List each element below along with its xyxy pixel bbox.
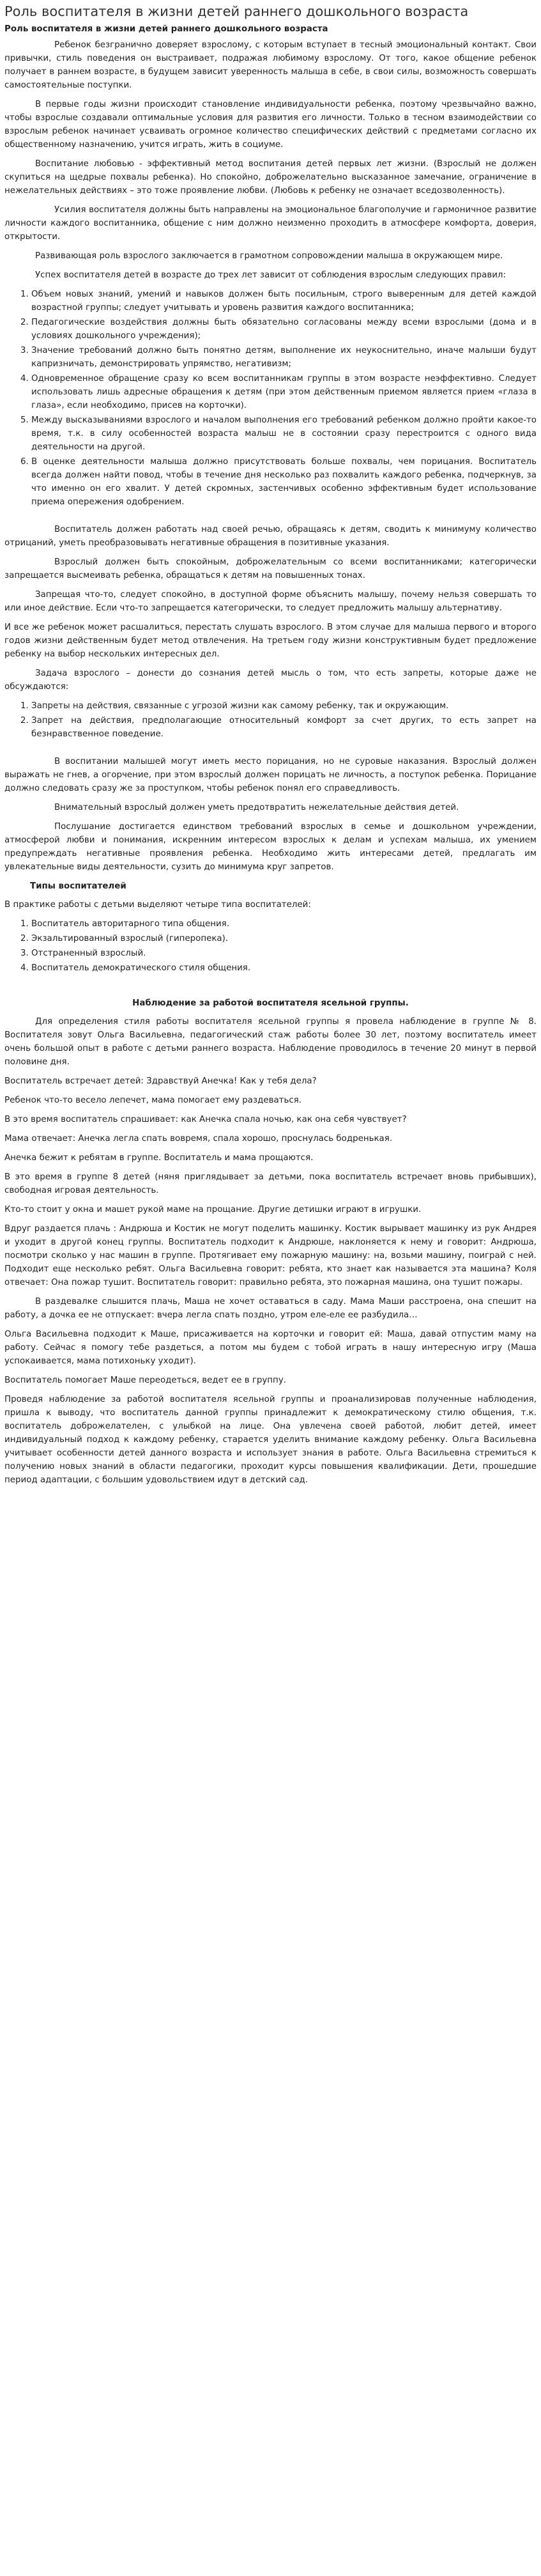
list-item: 1. Объем новых знаний, умений и навыков должен быть посильным, строго выверенным для детей каждой возрастной группы; следует учитывать и уровень развития каждого воспитанника; [31,288,537,314]
body-paragraph: Послушание достигается единством требований взрослых в семье и дошкольном учреждении, атмосферой любви и понимания, искренним интересом взрослых к делам и успехам малыша, их умением предупреждать негативные проявления ребенка. Необходимо жить интересами детей, предлагать им увлекательные виды деятельности, сузить до минимума круг запретов. [4,822,537,872]
list-item: 2. Педагогические воздействия должны быть обязательно согласованы между всеми взрослыми (дома и в условиях дошкольного учреждения); [31,316,537,343]
page-title: Роль воспитателя в жизни детей раннего дошкольного возраста [4,4,469,19]
list-item: 1. Воспитатель авторитарного типа общения. [31,917,537,931]
list-item: 3. Значение требований должно быть понятно детям, выполнение их неукоснительно, иначе малыши будут капризничать, демонстрировать упрямство, негативизм; [31,344,537,371]
body-paragraph: Внимательный взрослый должен уметь предотвратить нежелательные действия детей. [54,803,459,812]
list-item: 4. Одновременное обращение сразу ко всем воспитанникам группы в этом возрасте неэффективно. Следует использовать лишь адресные обращения к детям (при этом действенным приемом является прием «глаза в глаза», если необходимо, присев на корточки). [31,372,537,412]
list-item: 2. Экзальтированный взрослый (гиперопека). [31,932,537,945]
observation-paragraph: Воспитатель встречает детей: Здравствуй Анечка! Как у тебя дела? [4,1076,317,1086]
observation-paragraph: В это время в группе 8 детей (няня приглядывает за детьми, пока воспитатель встречает вновь прибывших), свободная игровая деятельность. [4,1172,537,1195]
observation-paragraph: Кто-то стоит у окна и машет рукой маме на прощание. Другие детишки играют в игрушки. [4,1205,422,1214]
body-paragraph: Запрещая что-то, следует спокойно, в доступной форме объяснить малышу, почему нельзя совершать то или иное действие. Если что-то запрещается категорически, то следует предложить малышу альтернативу. [4,590,537,613]
body-paragraph: В воспитании малышей могут иметь место порицания, но не суровые наказания. Взрослый должен выражать не гнев, а огорчение, при этом взрослый должен порицать не личность, а поступок ребенка. Порицание должно следовать сразу же за проступком, чтобы ребенок понял его справедливость. [4,757,537,793]
article-subtitle: Роль воспитателя в жизни детей раннего дошкольного возраста [4,24,328,34]
intro-paragraph: Воспитание любовью - эффективный метод воспитания детей первых лет жизни. (Взрослый не должен скупиться на щедрые похвалы ребенка). Но спокойно, доброжелательно высказанное замечание, ограничение в нежелательных действиях – это тоже проявление любви. (Любовь к ребенку не означает вседозволенность). [4,159,537,196]
types-list [4,917,537,975]
observation-paragraph: В это время воспитатель спрашивает: как Анечка спала ночью, как она себя чувствует? [4,1115,407,1124]
intro-paragraph: Усилия воспитателя должны быть направлены на эмоциональное благополучие и гармоничное развитие личности каждого воспитанника, общение с ним должно неизменно проходить в атмосфере комфорта, доверия, открытости. [4,205,537,242]
observation-paragraph: Для определения стиля работы воспитателя ясельной группы я провела наблюдение в группе № 8. Воспитателя зовут Ольга Васильевна, педагогический стаж работы более 30 лет, поэтому воспитатель имеет очень большой опыт в работе с детьми раннего возраста. Наблюдение проводилось в течение 20 минут в первой половине дня. [4,1017,537,1067]
observation-paragraph: Вдруг раздается плачь : Андрюша и Костик не могут поделить машинку. Костик вырывает машинку из рук Андрея и уходит в другой конец группы. Воспитатель подходит к Андрюше, наклоняется к нему и говорит: Андрюша, посмотри сколько у нас машин в группе. Протягивает ему пожарную машину: на, возьми машину, поиграй с ней. Подходит еще несколько ребят. Ольга Васильевна говорит: ребята, кто знает как называется эта машина? Коля отвечает: Она пожар тушит. Воспитатель говорит: правильно ребята, это пожарная машина, она тушит пожары. [4,1224,537,1287]
intro-paragraph: Успех воспитателя детей в возрасте до трех лет зависит от соблюдения взрослым следующих правил: [35,270,507,280]
list-item: 6. В оценке деятельности малыша должно присутствовать больше похвалы, чем порицания. Воспитатель всегда должен найти повод, чтобы в течение дня несколько раз похвалить каждого ребенка, подчеркнув, за что именно он его хвалит. У детей скромных, застенчивых особенно эффективным будет использование приема опережения одобрением. [31,455,537,509]
observation-paragraph: В раздевалке слышится плачь, Маша не хочет оставаться в саду. Мама Маши расстроена, она спешит на работу, а дочка ее не отпускает: вчера легла спать поздно, утром еле-еле ее разбудила… [4,1297,537,1320]
list-item: 3. Отстраненный взрослый. [31,947,537,960]
list-item: 4. Воспитатель демократического стиля общения. [31,961,537,975]
rules-list [4,288,537,509]
intro-paragraph: В первые годы жизни происходит становление индивидуальности ребенка, поэтому чрезвычайно важно, чтобы взрослые создавали оптимальные условия для развития его личности. Только в тесном взаимодействии со взрослым ребенок начинает усваивать огромное количество специфических действий с предметами согласно их общественному назначению, учится играть, жить в социуме. [4,100,537,150]
types-intro: В практике работы с детьми выделяют четыре типа воспитателей: [4,900,311,910]
observation-paragraph: Анечка бежит к ребятам в группе. Воспитатель и мама прощаются. [4,1153,314,1163]
bans-list [4,699,537,741]
body-paragraph: Задача взрослого – донести до сознания детей мысль о том, что есть запреты, которые даже не обсуждаются: [4,669,537,692]
observation-paragraph: Воспитатель помогает Маше переодеться, ведет ее в группу. [4,1376,286,1385]
body-paragraph: Воспитатель должен работать над своей речью, обращаясь к детям, сводить к минимуму количество отрицаний, уметь преобразовывать негативные обращения в позитивные указания. [4,525,537,548]
body-paragraph: И все же ребенок может расшалиться, перестать слушать взрослого. В этом случае для малыша первого и второго годов жизни действенным будет метод отвлечения. На третьем году жизни конструктивным будет предложение ребенку на выбор нескольких интересных дел. [4,623,537,659]
list-item: 1. Запреты на действия, связанные с угрозой жизни как самому ребенку, так и окружающим. [31,699,537,713]
observation-heading: Наблюдение за работой воспитателя ясельной группы. [132,998,409,1008]
intro-paragraph: Ребенок безгранично доверяет взрослому, с которым вступает в тесный эмоциональный контакт. Свои привычки, стиль поведения он выстраивает, подражая любимому взрослому. От того, какое общение ребенок получает в раннем возрасте, в будущем зависит уверенность малыша в себе, в свои силы, возможность совершать самостоятельные поступки. [4,40,537,90]
observation-paragraph: Ребенок что-то весело лепечет, мама помогает ему раздеваться. [4,1096,302,1105]
observation-paragraph: Мама отвечает: Анечка легла спать вовремя, спала хорошо, проснулась бодренькая. [4,1134,393,1144]
observation-paragraph: Проведя наблюдение за работой воспитателя ясельной группы и проанализировав полученные наблюдения, пришла к выводу, что воспитатель данной группы принадлежит к демократическому стилю общения, т.к. воспитатель доброжелателен, с улыбкой на лице. Она увлечена своей работой, любит детей, имеет индивидуальный подход к каждому ребенку, старается уделить внимание каждому ребенку. Ольга Васильевна учитывает особенности детей данного возраста и использует знания в работе. Ольга Васильевна стремиться к получению новых знаний в области педагогики, проходит курсы повышения квалификации. Дети, прошедшие период адаптации, с большим удовольствием идут в детский сад. [4,1395,537,1485]
intro-paragraph: Развивающая роль взрослого заключается в грамотном сопровождении малыша в окружающем мире. [35,251,503,261]
observation-paragraph: Ольга Васильевна подходит к Маше, присаживается на корточки и говорит ей: Маша, давай отпустим маму на работу. Сейчас я помогу тебе раздеться, а потом мы будем с тобой играть в нашу интересную игру (Маша успокаивается, мама потихоньку уходит). [4,1330,537,1366]
types-heading: Типы воспитателей [30,881,126,891]
body-paragraph: Взрослый должен быть спокойным, доброжелательным со всеми воспитанниками; категорически запрещается высмеивать ребенка, обращаться к детям на повышенных тонах. [4,557,537,580]
list-item: 2. Запрет на действия, предполагающие относительный комфорт за счет других, то есть запрет на безнравственное поведение. [31,714,537,741]
list-item: 5. Между высказываниями взрослого и началом выполнения его требований ребенком должно пройти какое-то время, т.к. в силу особенностей возраста малыш не в состоянии сразу перестроится с одного вида деятельности на другой. [31,414,537,454]
